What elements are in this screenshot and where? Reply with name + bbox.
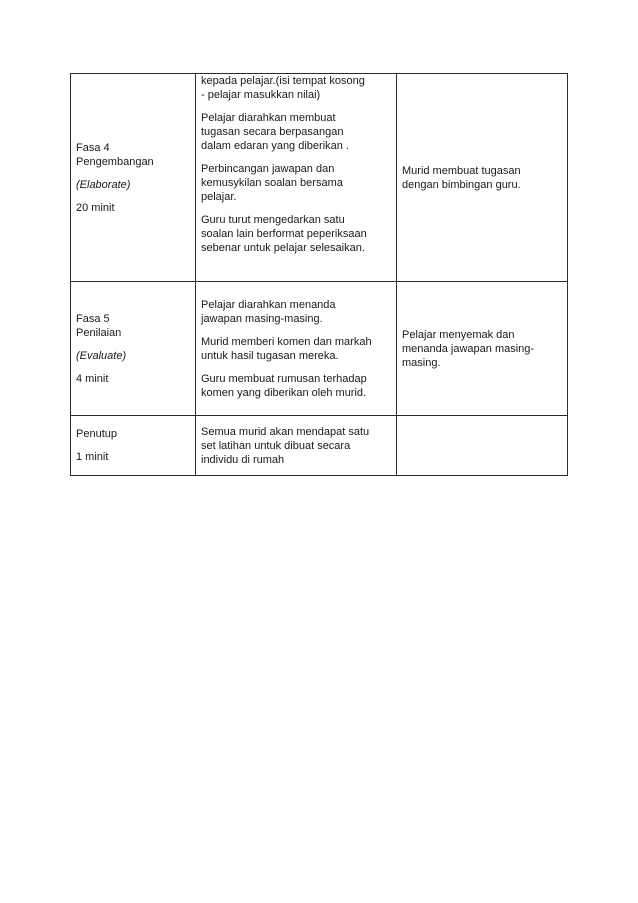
phase-cell (71, 282, 196, 416)
activity-text: Perbincangan jawapan dan kemusykilan soalan bersama pelajar. (201, 163, 343, 203)
activity-text: Guru membuat rumusan terhadap komen yang diberikan oleh murid. (201, 372, 367, 399)
phase-title: Pengembangan (76, 155, 154, 168)
activity-text: Pelajar diarahkan membuat tugasan secara berpasangan dalam edaran yang diberikan . (201, 112, 349, 152)
phase-english: (Elaborate) (76, 178, 131, 191)
phase-number: Fasa 4 (76, 141, 110, 154)
phase-number: Fasa 5 (76, 312, 110, 325)
student-activity-cell (397, 282, 568, 416)
activity-cell (196, 74, 397, 282)
activity-text: Semua murid akan mendapat satu set latihan untuk dibuat secara individu di rumah (201, 425, 370, 466)
student-activity-text: Murid membuat tugasan dengan bimbingan guru. (402, 164, 521, 191)
phase-time: 20 minit (76, 201, 115, 214)
lesson-plan-table (70, 73, 568, 476)
table-row-fasa-4 (71, 74, 568, 282)
activity-text: Pelajar diarahkan menanda jawapan masing-masing. (201, 298, 336, 325)
phase-english: (Evaluate) (76, 349, 127, 362)
student-activity-cell (397, 416, 568, 476)
activity-cell (196, 282, 397, 416)
student-activity-text: Pelajar menyemak dan menanda jawapan masing- masing. (402, 328, 535, 369)
phase-title: Penutup (76, 428, 117, 440)
phase-title: Penilaian (76, 326, 122, 339)
table-row-penutup (71, 416, 568, 476)
phase-cell (71, 416, 196, 476)
student-activity-cell (397, 74, 568, 282)
table-row-fasa-5 (71, 282, 568, 416)
activity-cell (196, 416, 397, 476)
phase-cell (71, 74, 196, 282)
phase-time: 1 minit (76, 451, 109, 463)
activity-text: Murid memberi komen dan markah untuk hasil tugasan mereka. (201, 335, 372, 362)
activity-text: kepada pelajar.(isi tempat kosong - pelajar masukkan nilai) (201, 75, 365, 101)
phase-time: 4 minit (76, 372, 109, 385)
activity-text: Guru turut mengedarkan satu soalan lain berformat peperiksaan sebenar untuk pelajar selesaikan. (201, 214, 367, 254)
